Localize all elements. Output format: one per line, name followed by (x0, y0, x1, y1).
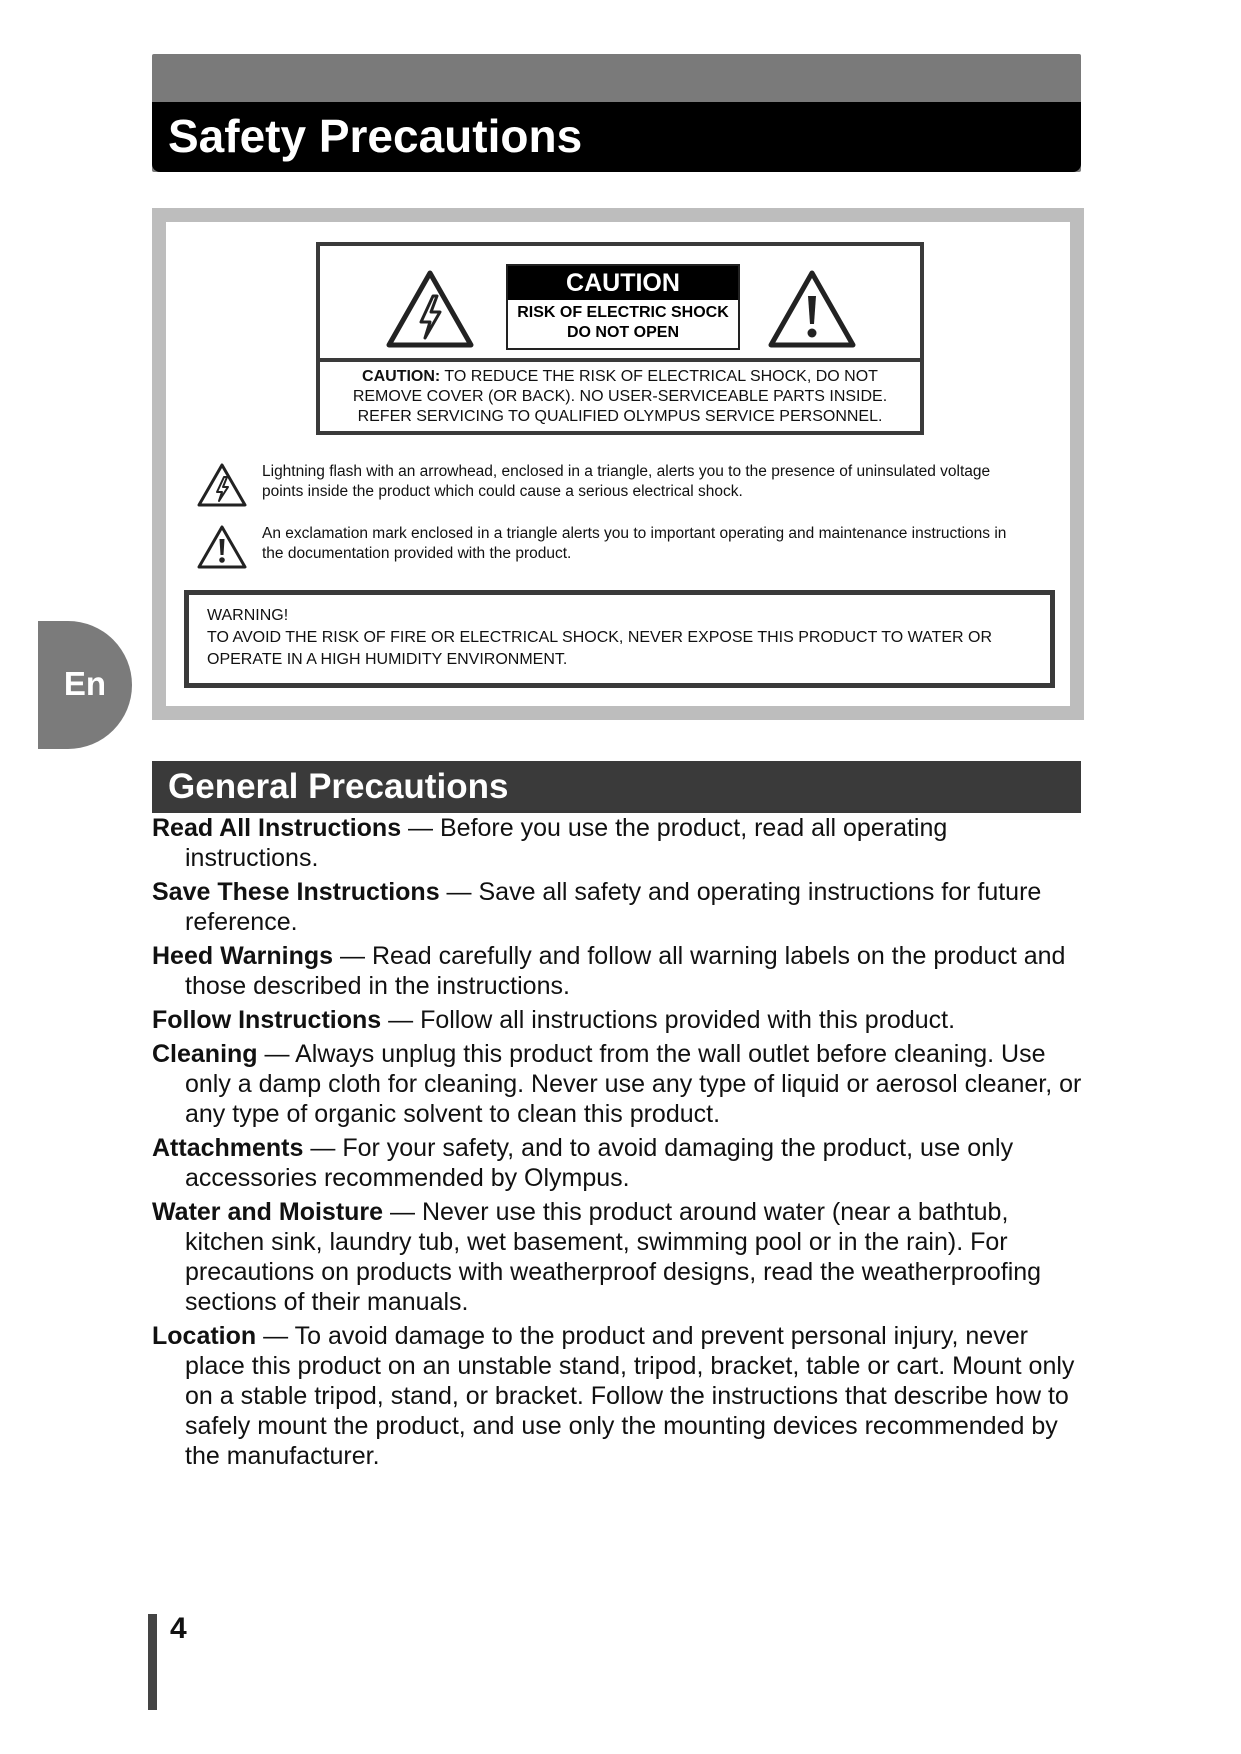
precaution-term: Attachments (152, 1134, 304, 1162)
exclamation-triangle-icon (766, 268, 858, 350)
list-item (152, 813, 1082, 873)
precaution-text: — Read carefully and follow all warning labels on the product and those described in the instructions. (185, 942, 1066, 1000)
section-title: General Precautions (168, 767, 509, 806)
list-item (152, 1133, 1082, 1193)
caution-heading: CAUTION (508, 266, 738, 300)
caution-body-prefix: CAUTION: (362, 368, 441, 385)
warning-box (184, 590, 1055, 688)
precaution-term: Read All Instructions (152, 814, 402, 842)
exclamation-symbol-text (262, 524, 1052, 564)
precaution-term: Cleaning (152, 1040, 258, 1068)
precaution-text: — Always unplug this product from the wall outlet before cleaning. Use only a damp cloth for cleaning. Never use any type of liquid or aerosol cleaner, or any type of organic solvent to clean this product. (185, 1040, 1082, 1128)
caution-body-line3: REFER SERVICING TO QUALIFIED OLYMPUS SERVICE PERSONNEL. (357, 408, 883, 425)
caution-body-text (320, 367, 920, 427)
precaution-term: Water and Moisture (152, 1198, 384, 1226)
list-item (152, 877, 1082, 937)
lightning-triangle-icon (196, 462, 248, 508)
precaution-text: — Before you use the product, read all operating instructions. (185, 814, 948, 872)
precaution-text: — Follow all instructions provided with this product. (381, 1006, 956, 1034)
precaution-text: — Never use this product around water (near a bathtub, kitchen sink, laundry tub, wet basement, swimming pool or in the rain). For precautions on products with weatherproof designs, read the weatherproofing sections of their manuals. (185, 1198, 1042, 1316)
caution-sub-line1: RISK OF ELECTRIC SHOCK (517, 304, 729, 321)
precaution-text: — To avoid damage to the product and prevent personal injury, never place this product on an unstable stand, tripod, bracket, table or cart. Mount only on a stable tripod, stand, or bracket. Follow the instructions that describe how to safely mount the product, and use only the mounting devices recommended by the manufacturer. (185, 1322, 1075, 1470)
warning-line2: OPERATE IN A HIGH HUMIDITY ENVIRONMENT. (207, 651, 568, 668)
lightning-symbol-text (262, 462, 1052, 502)
precaution-text: — Save all safety and operating instructions for future reference. (185, 878, 1042, 936)
precaution-term: Location (152, 1322, 257, 1350)
precautions-list (152, 813, 1082, 1475)
page-number: 4 (170, 1612, 187, 1645)
list-item (152, 1197, 1082, 1317)
list-item (152, 1039, 1082, 1129)
precaution-term: Follow Instructions (152, 1006, 382, 1034)
caution-divider (320, 358, 920, 362)
caution-center-panel (506, 264, 740, 350)
warning-title: WARNING! (207, 607, 289, 624)
list-item (152, 1005, 1082, 1035)
warning-line1: TO AVOID THE RISK OF FIRE OR ELECTRICAL SHOCK, NEVER EXPOSE THIS PRODUCT TO WATER OR (207, 629, 993, 646)
precaution-term: Heed Warnings (152, 942, 334, 970)
page-marker-bar (148, 1614, 157, 1710)
precaution-term: Save These Instructions (152, 878, 440, 906)
exclamation-text-line1: An exclamation mark enclosed in a triangle alerts you to important operating and maintenance instructions in (262, 525, 1007, 542)
caution-sub-line2: DO NOT OPEN (566, 324, 679, 341)
caution-body-line1-text: TO REDUCE THE RISK OF ELECTRICAL SHOCK, DO NOT (444, 368, 878, 385)
list-item (152, 941, 1082, 1001)
list-item (152, 1321, 1082, 1471)
caution-body-line2: REMOVE COVER (OR BACK). NO USER-SERVICEABLE PARTS INSIDE. (352, 388, 888, 405)
caution-body-line1 (320, 367, 920, 387)
caution-label (316, 242, 924, 435)
lightning-triangle-icon (384, 268, 476, 350)
language-tab-label: En (63, 665, 107, 702)
lightning-text-line1: Lightning flash with an arrowhead, enclosed in a triangle, alerts you to the presence of uninsulated voltage (262, 463, 991, 480)
precaution-text: — For your safety, and to avoid damaging the product, use only accessories recommended by Olympus. (185, 1134, 1014, 1192)
exclamation-text-line2: the documentation provided with the product. (262, 545, 572, 562)
caution-subtext (508, 303, 738, 343)
exclamation-triangle-icon (196, 524, 248, 570)
page-title: Safety Precautions (168, 110, 583, 162)
lightning-text-line2: points inside the product which could cause a serious electrical shock. (262, 483, 743, 500)
